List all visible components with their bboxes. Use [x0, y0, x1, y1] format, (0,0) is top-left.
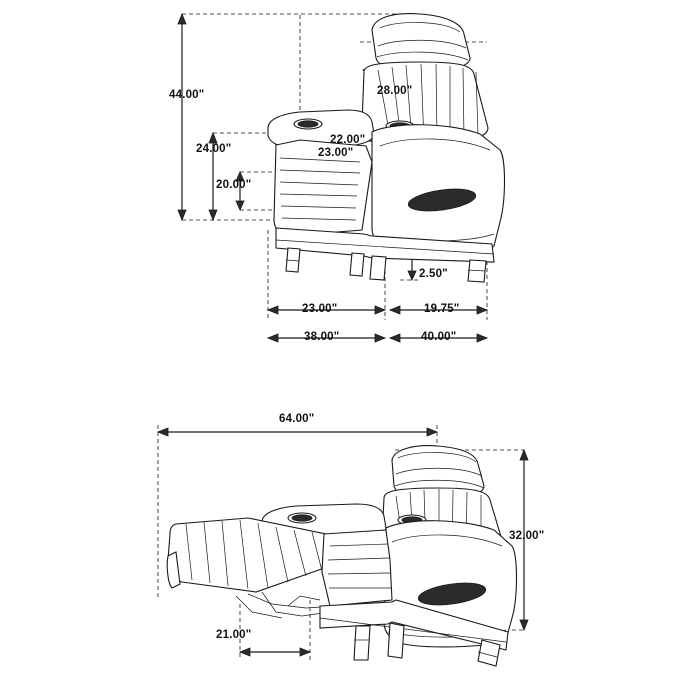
upright-chair-drawing: [178, 14, 505, 342]
dimension-label-23-seat: 23.00": [318, 147, 354, 159]
dimension-label-23-depth: 23.00": [302, 303, 338, 315]
dimension-label-44: 44.00": [169, 89, 205, 101]
dimension-label-38: 38.00": [304, 331, 340, 343]
dimension-label-64: 64.00": [279, 413, 315, 425]
reclined-chair-drawing: [158, 425, 528, 666]
dimension-label-22: 22.00": [330, 134, 366, 146]
dim-44: [178, 14, 186, 220]
dimension-label-20: 20.00": [216, 179, 252, 191]
dimension-label-21: 21.00": [216, 629, 252, 641]
dim-20: [236, 172, 244, 210]
dim-64: [158, 428, 437, 436]
dimension-label-28: 28.00": [377, 85, 413, 97]
dimension-label-40: 40.00": [421, 331, 457, 343]
dim-21: [240, 648, 310, 656]
dimension-label-24: 24.00": [196, 143, 232, 155]
dimension-label-32: 32.00": [509, 530, 545, 542]
dimension-label-2-5: 2.50": [419, 268, 448, 280]
dimension-label-19-75: 19.75": [424, 303, 460, 315]
